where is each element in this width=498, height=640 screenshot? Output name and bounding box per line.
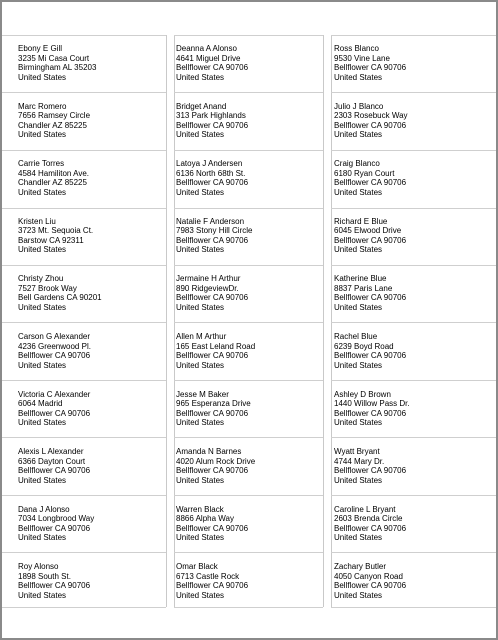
address-label	[18, 390, 90, 428]
address-street: 1898 South St.	[18, 571, 71, 581]
address-country: United States	[176, 475, 225, 485]
address-street: 6239 Boyd Road	[334, 341, 394, 351]
address-label	[18, 102, 90, 140]
address-name: Ashley D Brown	[334, 389, 391, 399]
address-country: United States	[176, 72, 225, 82]
address-country: United States	[334, 72, 383, 82]
row-divider	[2, 208, 166, 209]
address-street: 9530 Vine Lane	[334, 53, 390, 63]
address-name: Rachel Blue	[334, 332, 378, 341]
address-street: 8866 Alpha Way	[176, 514, 234, 524]
address-label	[18, 505, 94, 543]
address-name: Victoria C Alexander	[18, 389, 91, 399]
address-name: Dana J Alonso	[18, 504, 70, 514]
address-label	[176, 274, 248, 312]
address-name: Ross Blanco	[334, 44, 379, 53]
address-name: Caroline L Bryant	[334, 504, 396, 514]
row-divider	[174, 208, 323, 209]
address-street: 3723 Mt. Sequoia Ct.	[18, 226, 94, 236]
address-city: Bellflower CA 90706	[334, 466, 407, 476]
address-country: United States	[176, 130, 225, 140]
row-divider	[331, 495, 496, 496]
address-label	[176, 447, 255, 485]
address-country: United States	[176, 245, 225, 255]
address-label	[334, 102, 408, 140]
address-street: 8837 Paris Lane	[334, 283, 393, 293]
address-country: United States	[18, 302, 67, 312]
address-street: 3235 Mi Casa Court	[18, 53, 90, 63]
address-street: 6180 Ryan Court	[334, 168, 395, 178]
address-label	[176, 217, 252, 255]
address-city: Bellflower CA 90706	[176, 408, 249, 418]
address-label	[18, 332, 91, 370]
address-label	[334, 505, 406, 543]
address-name: Omar Black	[176, 562, 218, 572]
address-name: Bridget Anand	[176, 101, 227, 111]
row-divider	[2, 265, 166, 266]
row-divider	[2, 607, 166, 608]
address-label	[334, 447, 406, 485]
address-city: Bellflower CA 90706	[176, 178, 249, 188]
address-name: Amanda N Barnes	[176, 447, 242, 457]
address-country: United States	[18, 418, 67, 428]
row-divider	[331, 552, 496, 553]
row-divider	[2, 92, 166, 93]
address-city: Bellflower CA 90706	[176, 523, 249, 533]
address-label	[176, 332, 255, 370]
row-divider	[2, 150, 166, 151]
address-city: Bellflower CA 90706	[176, 293, 249, 303]
address-country: United States	[334, 590, 383, 600]
address-street: 165 East Leland Road	[176, 341, 256, 351]
address-name: Ebony E Gill	[18, 44, 63, 53]
row-divider	[174, 607, 323, 608]
address-name: Jesse M Baker	[176, 389, 229, 399]
address-label	[18, 217, 93, 255]
address-city: Bellflower CA 90706	[334, 523, 407, 533]
address-city: Barstow CA 92311	[18, 235, 84, 245]
column-divider	[323, 35, 324, 607]
address-name: Zachary Butler	[334, 562, 387, 572]
address-street: 313 Park Highlands	[176, 111, 246, 121]
address-label	[18, 562, 90, 600]
address-country: United States	[334, 360, 383, 370]
address-country: United States	[18, 475, 67, 485]
address-street: 6366 Dayton Court	[18, 456, 86, 466]
address-city: Bellflower CA 90706	[334, 293, 407, 303]
row-divider	[174, 265, 323, 266]
row-divider	[174, 495, 323, 496]
address-label	[334, 332, 406, 370]
address-name: Katherine Blue	[334, 274, 387, 284]
address-city: Bellflower CA 90706	[334, 408, 407, 418]
address-country: United States	[176, 418, 225, 428]
address-city: Bell Gardens CA 90201	[18, 293, 102, 303]
address-label	[334, 159, 406, 197]
row-divider	[331, 265, 496, 266]
address-street: 4744 Mary Dr.	[334, 456, 385, 466]
address-country: United States	[334, 245, 383, 255]
address-country: United States	[176, 302, 225, 312]
address-country: United States	[18, 245, 67, 255]
address-street: 6064 Madrid	[18, 399, 63, 409]
address-street: 7983 Stony Hill Circle	[176, 226, 253, 236]
address-label	[176, 44, 248, 82]
address-country: United States	[176, 187, 225, 197]
address-country: United States	[176, 590, 225, 600]
address-city: Bellflower CA 90706	[334, 63, 407, 72]
address-name: Natalie F Anderson	[176, 216, 245, 226]
address-city: Bellflower CA 90706	[176, 466, 249, 476]
row-divider	[174, 92, 323, 93]
address-street: 7527 Brook Way	[18, 283, 77, 293]
address-label	[176, 159, 248, 197]
row-divider	[2, 35, 166, 36]
address-label	[176, 390, 251, 428]
address-city: Bellflower CA 90706	[176, 120, 249, 130]
row-divider	[331, 437, 496, 438]
address-street: 6045 Elwood Drive	[334, 226, 402, 236]
address-street: 6136 North 68th St.	[176, 168, 246, 178]
address-name: Allen M Arthur	[176, 332, 227, 341]
address-name: Craig Blanco	[334, 159, 380, 169]
address-country: United States	[18, 72, 67, 82]
address-name: Roy Alonso	[18, 562, 59, 572]
address-street: 2303 Rosebuck Way	[334, 111, 408, 121]
address-street: 7034 Longbrood Way	[18, 514, 95, 524]
label-sheet	[2, 2, 496, 638]
address-country: United States	[334, 475, 383, 485]
row-divider	[174, 35, 323, 36]
address-city: Birmingham AL 35203	[18, 63, 97, 72]
address-country: United States	[176, 360, 225, 370]
row-divider	[331, 322, 496, 323]
address-country: United States	[334, 302, 383, 312]
address-country: United States	[18, 187, 67, 197]
row-divider	[331, 35, 496, 36]
address-city: Bellflower CA 90706	[18, 466, 91, 476]
address-label	[176, 505, 248, 543]
address-city: Chandler AZ 85225	[18, 120, 87, 130]
row-divider	[2, 322, 166, 323]
address-city: Bellflower CA 90706	[334, 351, 407, 360]
address-city: Bellflower CA 90706	[18, 581, 91, 591]
row-divider	[331, 208, 496, 209]
address-label	[334, 274, 406, 312]
address-city: Bellflower CA 90706	[176, 63, 249, 72]
address-label	[334, 217, 406, 255]
address-city: Bellflower CA 90706	[18, 351, 91, 360]
address-city: Bellflower CA 90706	[334, 581, 407, 591]
address-name: Marc Romero	[18, 101, 67, 111]
address-label	[176, 102, 248, 140]
column-divider	[166, 35, 167, 607]
row-divider	[2, 495, 166, 496]
address-country: United States	[18, 590, 67, 600]
address-country: United States	[176, 533, 225, 543]
address-name: Alexis L Alexander	[18, 447, 84, 457]
address-street: 1440 Willow Pass Dr.	[334, 399, 410, 409]
address-name: Jermaine H Arthur	[176, 274, 241, 284]
address-label	[334, 390, 410, 428]
address-city: Bellflower CA 90706	[334, 178, 407, 188]
row-divider	[2, 552, 166, 553]
address-name: Warren Black	[176, 504, 224, 514]
address-street: 4050 Canyon Road	[334, 571, 403, 581]
row-divider	[174, 322, 323, 323]
address-street: 890 RidgeviewDr.	[176, 283, 239, 293]
row-divider	[2, 380, 166, 381]
address-country: United States	[334, 533, 383, 543]
address-label	[176, 562, 248, 600]
address-city: Bellflower CA 90706	[176, 351, 249, 360]
address-label	[18, 447, 90, 485]
address-street: 6713 Castle Rock	[176, 571, 240, 581]
address-name: Richard E Blue	[334, 216, 388, 226]
address-street: 4020 Alum Rock Drive	[176, 456, 256, 466]
address-country: United States	[18, 130, 67, 140]
address-street: 965 Esperanza Drive	[176, 399, 251, 409]
address-name: Latoya J Andersen	[176, 159, 243, 169]
address-name: Carson G Alexander	[18, 332, 91, 341]
row-divider	[331, 150, 496, 151]
row-divider	[174, 150, 323, 151]
address-country: United States	[334, 130, 383, 140]
address-city: Bellflower CA 90706	[176, 235, 249, 245]
address-name: Carrie Torres	[18, 159, 65, 169]
address-street: 2603 Brenda Circle	[334, 514, 403, 524]
address-label	[334, 44, 406, 82]
address-city: Bellflower CA 90706	[18, 523, 91, 533]
address-name: Wyatt Bryant	[334, 447, 380, 457]
address-label	[18, 274, 102, 312]
row-divider	[331, 607, 496, 608]
address-name: Christy Zhou	[18, 274, 64, 284]
address-name: Deanna A Alonso	[176, 44, 237, 53]
address-label	[18, 159, 89, 197]
address-label	[18, 44, 96, 82]
address-city: Bellflower CA 90706	[18, 408, 91, 418]
address-label	[334, 562, 406, 600]
row-divider	[174, 380, 323, 381]
address-city: Bellflower CA 90706	[334, 120, 407, 130]
address-city: Bellflower CA 90706	[176, 581, 249, 591]
address-street: 7656 Ramsey Circle	[18, 111, 91, 121]
address-country: United States	[334, 187, 383, 197]
address-city: Chandler AZ 85225	[18, 178, 87, 188]
column-divider	[174, 35, 175, 607]
address-name: Kristen Liu	[18, 216, 56, 226]
row-divider	[174, 552, 323, 553]
row-divider	[331, 380, 496, 381]
address-street: 4236 Greenwood Pl.	[18, 341, 91, 351]
address-country: United States	[334, 418, 383, 428]
address-country: United States	[18, 360, 67, 370]
address-street: 4584 Hamiliton Ave.	[18, 168, 90, 178]
address-country: United States	[18, 533, 67, 543]
row-divider	[2, 437, 166, 438]
column-divider	[331, 35, 332, 607]
address-street: 4641 Miguel Drive	[176, 53, 241, 63]
address-name: Julio J Blanco	[334, 101, 384, 111]
address-city: Bellflower CA 90706	[334, 235, 407, 245]
row-divider	[331, 92, 496, 93]
row-divider	[174, 437, 323, 438]
